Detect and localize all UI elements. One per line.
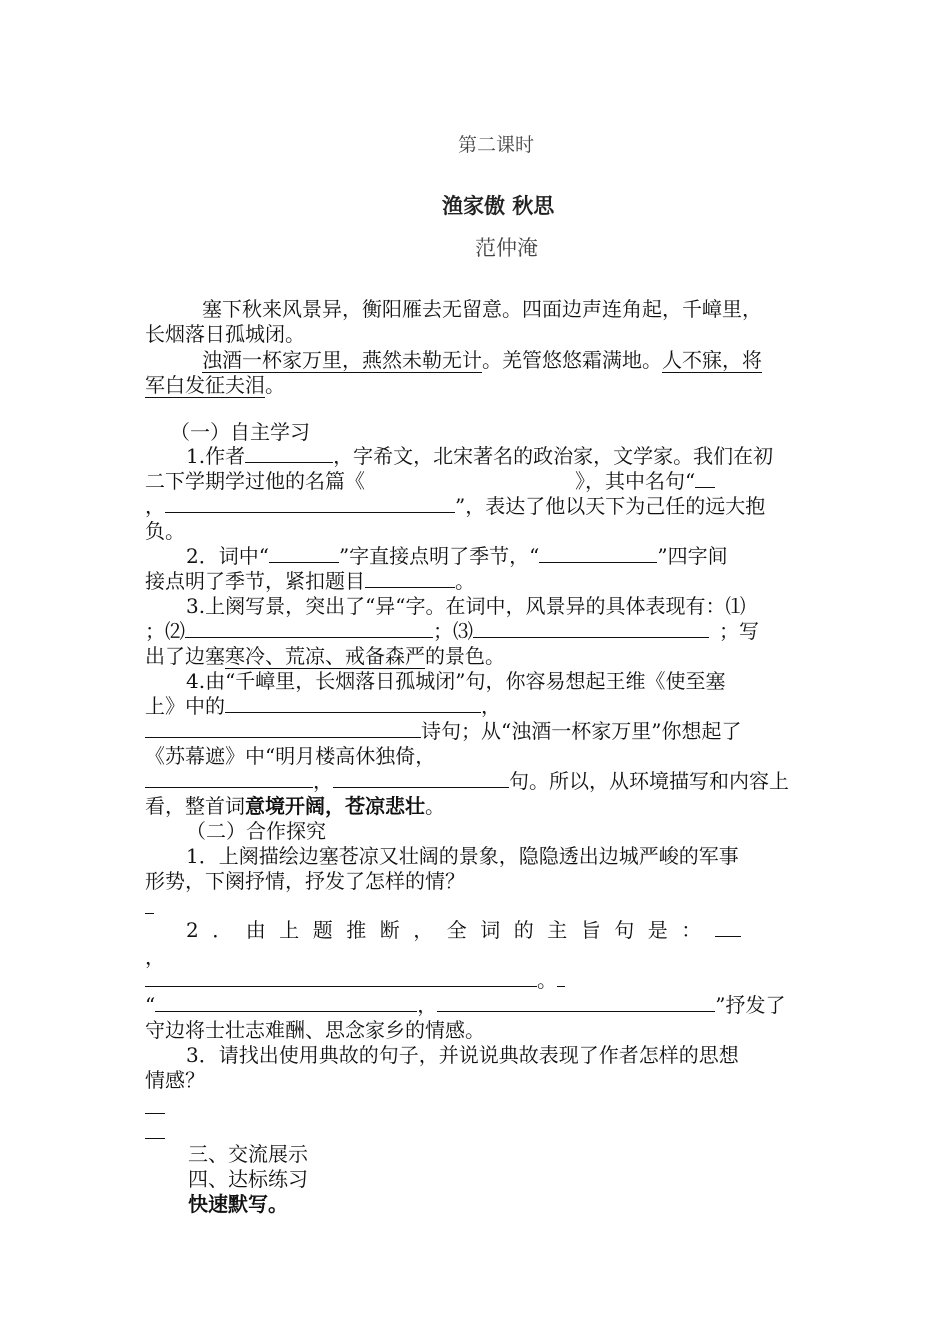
q-text: 《苏幕遮》中“明月楼高休独倚， — [145, 744, 436, 768]
poem-text: 长烟落日孤城闭。 — [145, 322, 305, 346]
poem-title: 渔家傲 秋思 — [442, 194, 555, 218]
s2-q2-line-1 — [186, 918, 741, 942]
heading-text: （一）自主学习 — [170, 420, 310, 444]
q-text: “ — [145, 993, 156, 1017]
q-text: ， — [145, 945, 165, 969]
q4-line-2 — [145, 694, 501, 718]
section-self-study-heading — [170, 420, 310, 444]
q-text: 情感？ — [145, 1068, 205, 1092]
q2-line-2 — [145, 569, 475, 593]
work-title-blank[interactable] — [365, 470, 575, 488]
q-text-underlined: 寒冷、荒凉、戒备森严 — [225, 644, 425, 668]
q3-line-1 — [186, 594, 746, 618]
theme-blank-start[interactable] — [715, 918, 741, 937]
q-text: 3．请找出使用典故的句子，并说说典故表现了作者怎样的思想 — [186, 1043, 739, 1067]
section-practice-heading — [188, 1167, 308, 1191]
s2-q1-answer — [145, 895, 154, 919]
theme-quote-blank-2[interactable] — [437, 993, 715, 1012]
heading-text: 四、达标练习 — [188, 1167, 308, 1191]
q-text: ， — [145, 494, 165, 518]
q-text: 4.由“千嶂里，长烟落日孤城闭”句，你容易想起王维《使至塞 — [186, 669, 726, 693]
poem-text: 。 — [265, 373, 285, 397]
q-text: 上》中的 — [145, 694, 225, 718]
q-text: 看，整首词 — [145, 794, 245, 818]
q-text: ”字直接点明了季节，“ — [338, 544, 540, 568]
q-text: ， — [313, 769, 333, 793]
four-char-blank[interactable] — [539, 544, 657, 563]
q-text: ”抒发了 — [715, 993, 786, 1017]
q-text: 句。所以，从环境描写和内容上 — [509, 769, 789, 793]
q4-line-4 — [145, 744, 435, 768]
q-text: ， — [417, 993, 438, 1017]
scenery-blank-3[interactable] — [473, 619, 709, 638]
q-text: 1.作者 — [186, 444, 246, 468]
emotion-answer-blank[interactable] — [145, 895, 154, 914]
q1-line-3 — [145, 494, 765, 518]
poem-line-2 — [145, 322, 305, 346]
scenery-blank-2[interactable] — [185, 619, 433, 638]
sumuzhe-blank-1[interactable] — [145, 769, 313, 788]
s2-q2-line-4 — [145, 993, 785, 1017]
section-cooperation-heading — [186, 819, 326, 843]
q-text: 形势，下阕抒情，抒发了怎样的情？ — [145, 869, 465, 893]
quick-dictation-label — [188, 1192, 288, 1216]
allusion-answer-blank-2[interactable] — [145, 1120, 165, 1139]
q-text: 出了边塞 — [145, 644, 225, 668]
poem-author: 范仲淹 — [475, 236, 538, 260]
q4-line-3 — [145, 719, 741, 743]
s2-q2-line-3 — [145, 968, 565, 992]
wangwei-verse-blank-2[interactable] — [145, 719, 421, 738]
theme-sentence-blank[interactable] — [145, 968, 537, 987]
q-text: 》，其中名句“ — [575, 469, 696, 493]
q-text: 负。 — [145, 519, 185, 543]
theme-sentence-blank-tail[interactable] — [557, 968, 565, 987]
poem-text-underlined: 浊酒一杯家万里，燕然未勒无计 — [202, 348, 482, 372]
q-text: 二下学期学过他的名篇《 — [145, 469, 365, 493]
q-text: 2．词中“ — [186, 544, 269, 568]
lesson-label: 第二课时 — [458, 134, 535, 156]
q1-line-1 — [186, 444, 773, 468]
s2-q2-line-2 — [145, 945, 165, 969]
s2-q3-line-1 — [186, 1043, 739, 1067]
q-text: 2．由上题推断，全词的主旨句是： — [186, 918, 715, 942]
poem-text: 塞下秋来风景异，衡阳雁去无留意。四面边声连角起，千嶂里， — [202, 297, 762, 321]
q-text: ；写 — [719, 619, 759, 643]
s2-q3-line-2 — [145, 1068, 205, 1092]
theme-quote-blank-1[interactable] — [155, 993, 417, 1012]
s2-q3-answer-1 — [145, 1095, 165, 1119]
q-text: ；⑶ — [433, 619, 473, 643]
q4-line-5 — [145, 769, 789, 793]
q-text: 1．上阕描绘边塞苍凉又壮阔的景象，隐隐透出边城严峻的军事 — [186, 844, 739, 868]
quote-blank-start[interactable] — [695, 469, 715, 488]
q-text: ”四字间 — [657, 544, 728, 568]
sumuzhe-blank-2[interactable] — [333, 769, 509, 788]
poem-text-underlined: 军白发征夫泪 — [145, 373, 265, 397]
q-text: 。 — [425, 794, 445, 818]
s2-q1-line-1 — [186, 844, 739, 868]
q-text: ，字希文，北宋著名的政治家，文学家。我们在初 — [333, 444, 774, 468]
sub-heading-text: 快速默写。 — [188, 1192, 288, 1216]
q2-line-1 — [186, 544, 728, 568]
q-text: 3.上阕写景，突出了“异“字。在词中，风景异的具体表现有：⑴ — [186, 594, 746, 618]
q4-line-6 — [145, 794, 445, 818]
q-text: 接点明了季节，紧扣题目 — [145, 569, 365, 593]
q-text-bold: 意境开阔，苍凉悲壮 — [245, 794, 425, 818]
poem-line-4 — [145, 373, 285, 397]
q-text: ， — [481, 694, 501, 718]
s2-q3-answer-2 — [145, 1120, 165, 1144]
q4-line-1 — [186, 669, 726, 693]
q-text: 的景色。 — [425, 644, 505, 668]
q-text: 。 — [455, 569, 475, 593]
heading-text: （二）合作探究 — [186, 819, 326, 843]
q1-line-4 — [145, 519, 185, 543]
wangwei-verse-blank-1[interactable] — [225, 694, 481, 713]
q-text: 。 — [537, 968, 557, 992]
q3-line-3 — [145, 644, 505, 668]
famous-quote-blank[interactable] — [165, 494, 455, 513]
poem-line-3 — [202, 348, 762, 372]
q3-line-2 — [145, 619, 759, 643]
title-word-blank[interactable] — [365, 569, 455, 588]
heading-text: 三、交流展示 — [188, 1142, 308, 1166]
allusion-answer-blank-1[interactable] — [145, 1095, 165, 1114]
season-word-blank[interactable] — [269, 544, 339, 563]
s2-q1-line-2 — [145, 869, 465, 893]
poem-text-underlined: 人不寐，将 — [662, 348, 762, 372]
q-text: ；⑵ — [145, 619, 185, 643]
poem-text: 。羌管悠悠霜满地。 — [482, 348, 662, 372]
q-text: 诗句；从“浊酒一杯家万里”你想起了 — [421, 719, 742, 743]
author-answer-blank[interactable] — [245, 444, 333, 463]
section-exchange-heading — [188, 1142, 308, 1166]
poem-line-1 — [202, 297, 762, 321]
q-text: ”，表达了他以天下为己任的远大抱 — [455, 494, 766, 518]
q-text: 守边将士壮志难酬、思念家乡的情感。 — [145, 1018, 485, 1042]
q1-line-2 — [145, 469, 715, 493]
s2-q2-line-5 — [145, 1018, 485, 1042]
